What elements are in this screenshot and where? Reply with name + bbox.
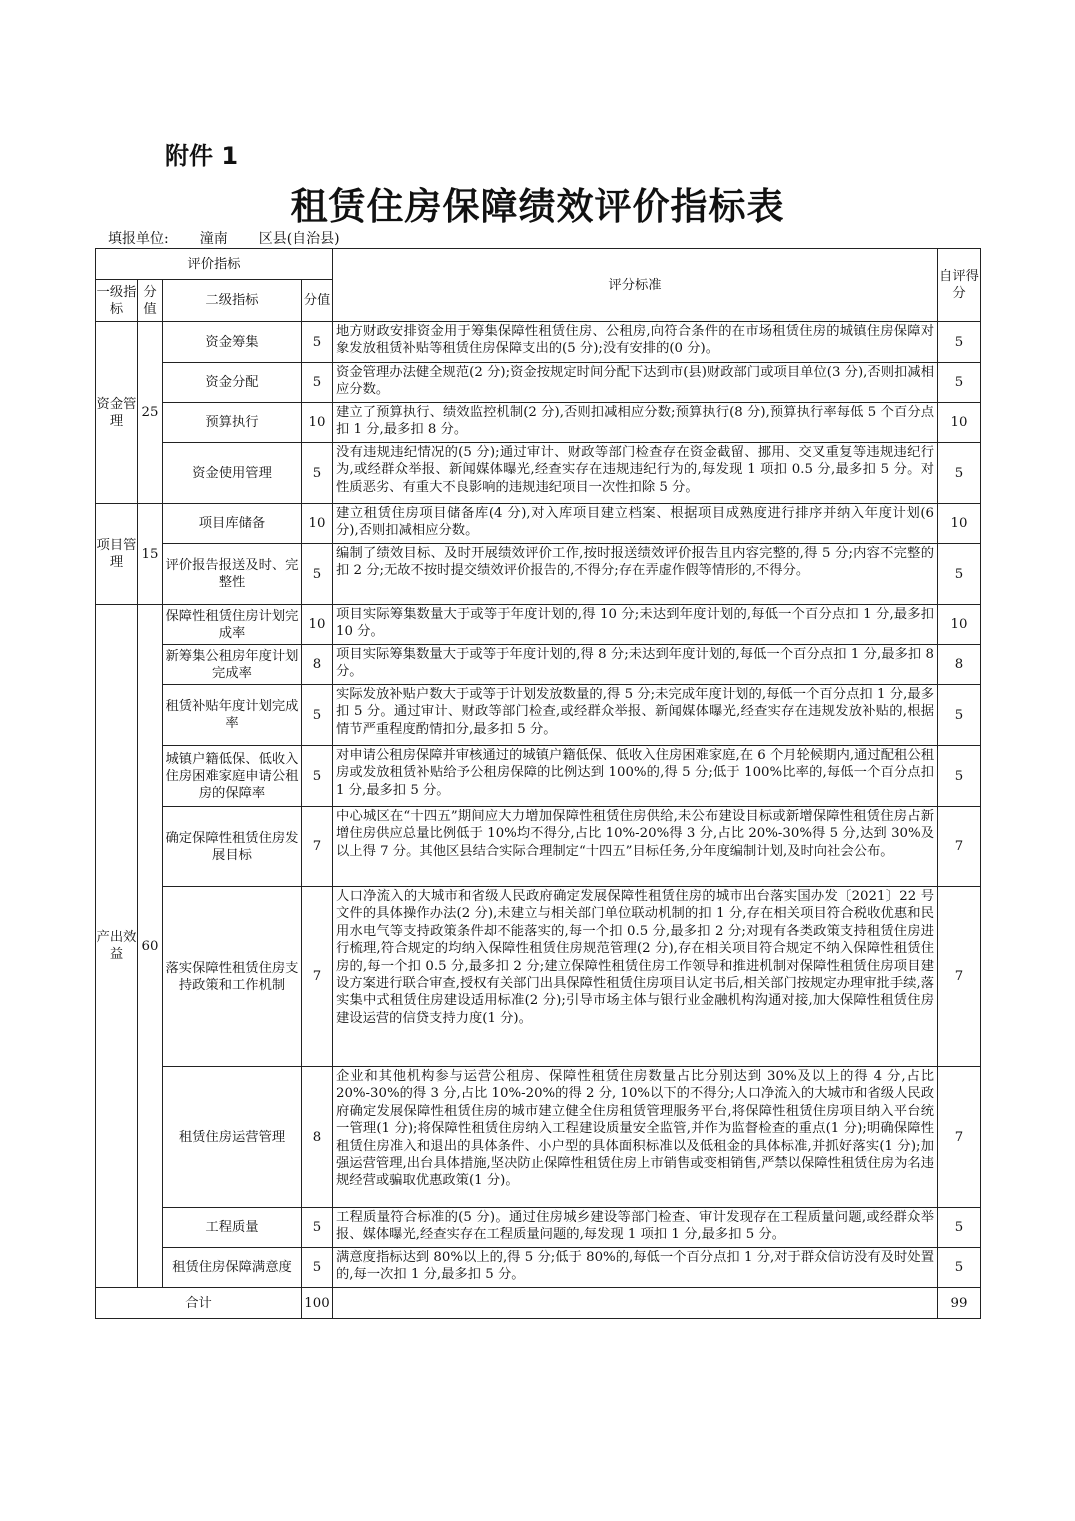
self-score: 7 xyxy=(938,1067,981,1208)
level2-score: 7 xyxy=(302,807,333,887)
level2-score: 8 xyxy=(302,1067,333,1208)
self-score: 5 xyxy=(938,685,981,746)
total-self-score: 99 xyxy=(938,1288,981,1319)
header-row-1 xyxy=(96,249,981,280)
level2-name: 资金分配 xyxy=(163,363,302,403)
level2-name: 确定保障性租赁住房发展目标 xyxy=(163,807,302,887)
header-self-score: 自评得分 xyxy=(938,249,981,322)
self-score: 5 xyxy=(938,544,981,605)
table-row xyxy=(96,1067,981,1208)
level2-score: 5 xyxy=(302,363,333,403)
level2-name: 资金使用管理 xyxy=(163,443,302,504)
level2-name: 落实保障性租赁住房支持政策和工作机制 xyxy=(163,887,302,1067)
header-standard: 评分标准 xyxy=(333,249,938,322)
table-row xyxy=(96,887,981,1067)
table-row xyxy=(96,544,981,605)
scoring-standard: 地方财政安排资金用于筹集保障性租赁住房、公租房,向符合条件的在市场租赁住房的城镇住房保障对象发放租赁补贴等租赁住房保障支出的(5 分);没有安排的(0 分)。 xyxy=(333,322,938,363)
level1-score: 60 xyxy=(138,605,163,1288)
table-row xyxy=(96,403,981,443)
scoring-standard: 工程质量符合标准的(5 分)。通过住房城乡建设等部门检查、审计发现存在工程质量问题,或经群众举报、媒体曝光,经查实存在工程质量问题的,每发现 1 项扣 1 分,最多扣 5 分。 xyxy=(333,1208,938,1248)
level1-name: 资金管理 xyxy=(96,322,138,504)
table-row xyxy=(96,605,981,645)
level2-score: 10 xyxy=(302,605,333,645)
self-score: 5 xyxy=(938,1248,981,1288)
scoring-standard: 中心城区在“十四五”期间应大力增加保障性租赁住房供给,未公布建设目标或新增保障性租赁住房占新增住房供应总量比例低于 10%均不得分,占比 10%-20%得 3 分,占比 20%-30%得 5 分,达到 30%及以上得 7 分。其他区县结合实际合理制定“十四五”目标任务,分年度编制计划,及时向社会公布。 xyxy=(333,807,938,887)
table-row xyxy=(96,807,981,887)
self-score: 5 xyxy=(938,363,981,403)
scoring-standard: 没有违规违纪情况的(5 分);通过审计、财政等部门检查存在资金截留、挪用、交叉重复等违规违纪行为,或经群众举报、新闻媒体曝光,经查实存在违规违纪行为的,每发现 1 项扣 0.5 分,最多扣 5 分。对性质恶劣、有重大不良影响的违规违纪项目一次性扣除 5 分。 xyxy=(333,443,938,504)
scoring-standard: 项目实际筹集数量大于或等于年度计划的,得 8 分;未达到年度计划的,每低一个百分点扣 1 分,最多扣 8 分。 xyxy=(333,645,938,685)
level2-name: 项目库储备 xyxy=(163,504,302,544)
level1-score: 25 xyxy=(138,322,163,504)
self-score: 5 xyxy=(938,1208,981,1248)
scoring-standard: 建立了预算执行、绩效监控机制(2 分),否则扣减相应分数;预算执行(8 分),预算执行率每低 5 个百分点扣 1 分,最多扣 8 分。 xyxy=(333,403,938,443)
level2-score: 5 xyxy=(302,322,333,363)
filler-label: 填报单位: xyxy=(108,231,169,247)
header-level1: 一级指标 xyxy=(96,280,138,322)
level2-name: 租赁住房保障满意度 xyxy=(163,1248,302,1288)
table-row xyxy=(96,1208,981,1248)
table-row xyxy=(96,363,981,403)
scoring-standard: 资金管理办法健全规范(2 分);资金按规定时间分配下达到市(县)财政部门或项目单位(3 分),否则扣减相应分数。 xyxy=(333,363,938,403)
header-indicators: 评价指标 xyxy=(96,249,333,280)
level2-score: 10 xyxy=(302,403,333,443)
filler-unit: 潼南 xyxy=(169,228,259,249)
level2-score: 5 xyxy=(302,685,333,746)
level2-score: 5 xyxy=(302,443,333,504)
level2-score: 10 xyxy=(302,504,333,544)
self-score: 5 xyxy=(938,746,981,807)
self-score: 5 xyxy=(938,443,981,504)
self-score: 7 xyxy=(938,807,981,887)
level1-name: 产出效益 xyxy=(96,605,138,1288)
scoring-standard: 对申请公租房保障并审核通过的城镇户籍低保、低收入住房困难家庭,在 6 个月轮候期内,通过配租公租房或发放租赁补贴给予公租房保障的比例达到 100%的,得 5 分;低于 100%比率的,每低一个百分点扣 1 分,最多扣 5 分。 xyxy=(333,746,938,807)
table-row xyxy=(96,685,981,746)
header-score2: 分值 xyxy=(302,280,333,322)
evaluation-table xyxy=(95,248,981,1319)
table-row xyxy=(96,645,981,685)
scoring-standard: 项目实际筹集数量大于或等于年度计划的,得 10 分;未达到年度计划的,每低一个百分点扣 1 分,最多扣 10 分。 xyxy=(333,605,938,645)
level2-name: 评价报告报送及时、完整性 xyxy=(163,544,302,605)
level1-score: 15 xyxy=(138,504,163,605)
level2-score: 8 xyxy=(302,645,333,685)
header-score1: 分值 xyxy=(138,280,163,322)
total-score: 100 xyxy=(302,1288,333,1319)
level2-score: 5 xyxy=(302,746,333,807)
header-level2: 二级指标 xyxy=(163,280,302,322)
table-row xyxy=(96,504,981,544)
level2-name: 保障性租赁住房计划完成率 xyxy=(163,605,302,645)
table-row xyxy=(96,1248,981,1288)
total-label: 合计 xyxy=(96,1288,302,1319)
table-row xyxy=(96,443,981,504)
self-score: 10 xyxy=(938,605,981,645)
scoring-standard: 满意度指标达到 80%以上的,得 5 分;低于 80%的,每低一个百分点扣 1 分,对于群众信访没有及时处置的,每一次扣 1 分,最多扣 5 分。 xyxy=(333,1248,938,1288)
level2-name: 租赁补贴年度计划完成率 xyxy=(163,685,302,746)
level2-name: 新筹集公租房年度计划完成率 xyxy=(163,645,302,685)
total-row xyxy=(96,1288,981,1319)
level2-score: 5 xyxy=(302,1208,333,1248)
total-standard xyxy=(333,1288,938,1319)
level2-score: 7 xyxy=(302,887,333,1067)
scoring-standard: 编制了绩效目标、及时开展绩效评价工作,按时报送绩效评价报告且内容完整的,得 5 分;内容不完整的扣 2 分;无故不按时提交绩效评价报告的,不得分;存在弄虚作假等情形的,不得分。 xyxy=(333,544,938,605)
level2-score: 5 xyxy=(302,1248,333,1288)
level2-score: 5 xyxy=(302,544,333,605)
table-row xyxy=(96,746,981,807)
table-row xyxy=(96,322,981,363)
document-title: 租赁住房保障绩效评价指标表 xyxy=(290,184,785,228)
self-score: 8 xyxy=(938,645,981,685)
filler-line xyxy=(108,228,340,249)
level2-name: 租赁住房运营管理 xyxy=(163,1067,302,1208)
level2-name: 资金筹集 xyxy=(163,322,302,363)
scoring-standard: 人口净流入的大城市和省级人民政府确定发展保障性租赁住房的城市出台落实国办发〔2021〕22 号文件的具体操作办法(2 分),未建立与相关部门单位联动机制的扣 1 分,存在相关项目符合税收优惠和民用水电气等支持政策条件却不能落实的,每一个扣 0.5 分,最多扣 2 分;对现有各类政策支持租赁住房进行梳理,符合规定的均纳入保障性租赁住房规范管理(2 分),存在相关项目符合规定不纳入保障性租赁住房的,每一个扣 0.5 分,最多扣 2 分;建立保障性租赁住房工作领导和推进机制对保障性租赁住房项目建设方案进行联合审查,授权有关部门出具保障性租赁住房项目认定书后,相关部门按规定办理审批手续,落实集中式租赁住房建设适用标准(2 分);引导市场主体与银行业金融机构沟通对接,加大保障性租赁住房建设运营的信贷支持力度(1 分)。 xyxy=(333,887,938,1067)
scoring-standard: 实际发放补贴户数大于或等于计划发放数量的,得 5 分;未完成年度计划的,每低一个百分点扣 1 分,最多扣 5 分。通过审计、财政等部门检查,或经群众举报、新闻媒体曝光,经查实存在违规发放补贴的,根据情节严重程度酌情扣分,最多扣 5 分。 xyxy=(333,685,938,746)
level1-name: 项目管理 xyxy=(96,504,138,605)
filler-suffix: 区县(自治县) xyxy=(258,231,340,247)
attachment-label: 附件 1 xyxy=(165,142,239,170)
self-score: 10 xyxy=(938,504,981,544)
scoring-standard: 企业和其他机构参与运营公租房、保障性租赁住房数量占比分别达到 30%及以上的得 4 分,占比 20%-30%的得 3 分,占比 10%-20%的得 2 分, 10%以下的不得分;人口净流入的大城市和省级人民政府确定发展保障性租赁住房的城市建立健全住房租赁管理服务平台,将保障性租赁住房项目纳入平台统一管理(1 分);将保障性租赁住房纳入工程建设质量安全监管,并作为监督检查的重点(1 分);明确保障性租赁住房准入和退出的具体条件、小户型的具体面积标准以及低租金的具体标准,并抓好落实(1 分);加强运营管理,出台具体措施,坚决防止保障性租赁住房上市销售或变相销售,严禁以保障性租赁住房为名违规经营或骗取优惠政策(1 分)。 xyxy=(333,1067,938,1208)
level2-name: 工程质量 xyxy=(163,1208,302,1248)
scoring-standard: 建立租赁住房项目储备库(4 分),对入库项目建立档案、根据项目成熟度进行排序并纳入年度计划(6 分),否则扣减相应分数。 xyxy=(333,504,938,544)
self-score: 10 xyxy=(938,403,981,443)
level2-name: 预算执行 xyxy=(163,403,302,443)
self-score: 7 xyxy=(938,887,981,1067)
level2-name: 城镇户籍低保、低收入住房困难家庭申请公租房的保障率 xyxy=(163,746,302,807)
self-score: 5 xyxy=(938,322,981,363)
